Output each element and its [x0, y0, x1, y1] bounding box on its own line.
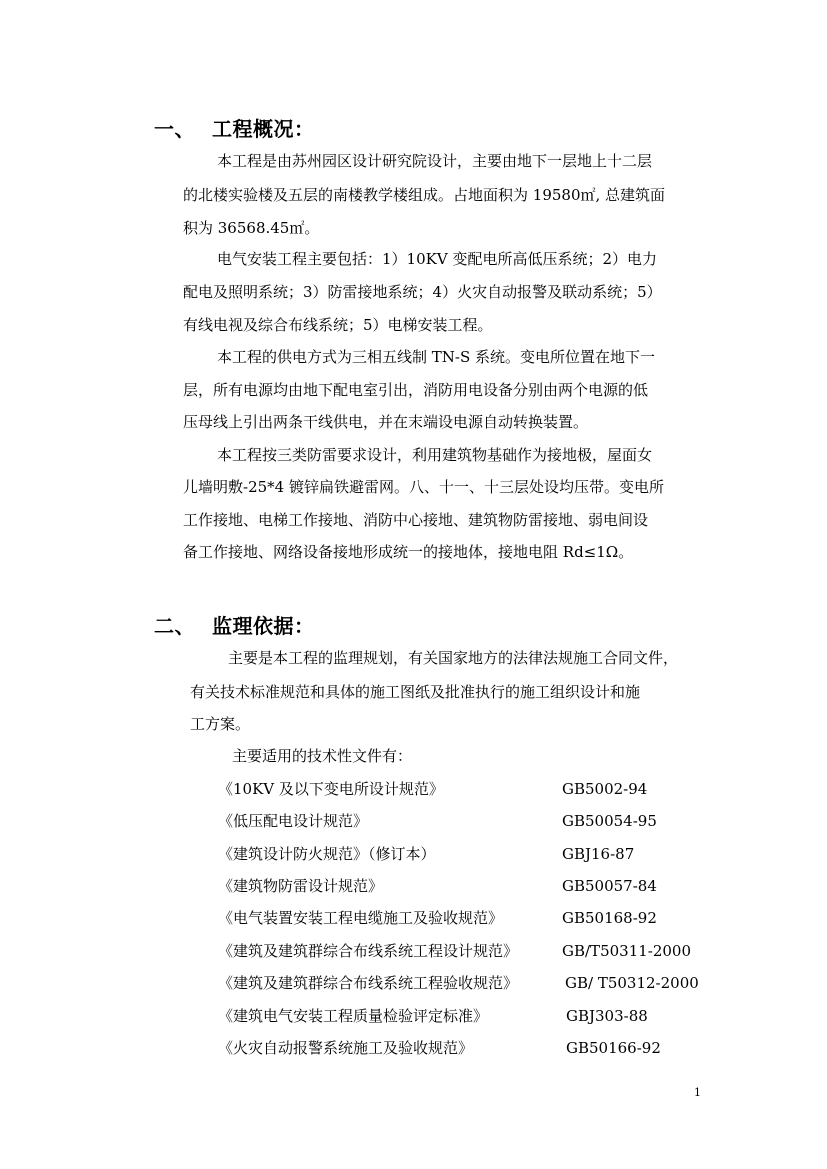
standard-name: 《10KV 及以下变电所设计规范》 [218, 780, 444, 798]
section-heading-1 [154, 113, 315, 142]
standard-code: GB50057-84 [562, 877, 657, 895]
standard-name: 《火灾自动报警系统施工及验收规范》 [218, 1039, 474, 1057]
standard-code: GB/T50311-2000 [562, 942, 692, 960]
standard-name: 《电气装置安装工程电缆施工及验收规范》 [218, 909, 504, 927]
standard-code: GB50166-92 [566, 1039, 661, 1057]
paragraph-line: 积为 36568.45㎡。 [183, 219, 320, 237]
paragraph-line: 层，所有电源均由地下配电室引出，消防用电设备分别由两个电源的低 [183, 381, 649, 399]
standard-code: GBJ303-88 [566, 1007, 648, 1025]
section-title: 监理依据： [212, 614, 315, 638]
paragraph-line: 的北楼实验楼及五层的南楼教学楼组成。占地面积为 19580㎡, 总建筑面 [183, 186, 666, 204]
standard-name: 《建筑及建筑群综合布线系统工程验收规范》 [218, 974, 519, 992]
page-number: 1 [694, 1086, 701, 1099]
section-heading-2 [154, 610, 315, 639]
paragraph-line: 工方案。 [190, 715, 251, 733]
paragraph-line: 主要适用的技术性文件有： [232, 747, 413, 765]
paragraph-line: 备工作接地、网络设备接地形成统一的接地体，接地电阻 Rd≤1Ω。 [183, 543, 634, 561]
standard-code: GB5002-94 [562, 780, 648, 798]
standard-name: 《建筑电气安装工程质量检验评定标准》 [218, 1007, 489, 1025]
standard-name: 《低压配电设计规范》 [218, 812, 369, 830]
paragraph-line: 本工程按三类防雷要求设计，利用建筑物基础作为接地极，屋面女 [217, 446, 653, 464]
standard-name: 《建筑设计防火规范》（修订本） [218, 845, 436, 863]
standard-code: GB50168-92 [562, 909, 657, 927]
paragraph-line: 主要是本工程的监理规划，有关国家地方的法律法规施工合同文件， [228, 649, 679, 667]
paragraph-line: 配电及照明系统；3）防雷接地系统；4）火灾自动报警及联动系统；5） [183, 283, 662, 301]
section-number: 一、 [154, 117, 195, 141]
section-title: 工程概况： [212, 117, 315, 141]
standard-code: GB/ T50312-2000 [565, 974, 699, 992]
paragraph-line: 工作接地、电梯工作接地、消防中心接地、建筑物防雷接地、弱电间设 [183, 511, 649, 529]
paragraph-line: 压母线上引出两条干线供电，并在末端设电源自动转换装置。 [183, 413, 589, 431]
standard-name: 《建筑物防雷设计规范》 [218, 877, 384, 895]
paragraph-line: 本工程是由苏州园区设计研究院设计，主要由地下一层地上十二层 [217, 152, 653, 170]
paragraph-line: 有线电视及综合布线系统；5）电梯安装工程。 [183, 316, 493, 334]
paragraph-line: 本工程的供电方式为三相五线制 TN-S 系统。变电所位置在地下一 [217, 348, 656, 366]
paragraph-line: 电气安装工程主要包括：1）10KV 变配电所高低压系统；2）电力 [217, 250, 657, 268]
standard-code: GB50054-95 [562, 812, 657, 830]
standard-code: GBJ16-87 [562, 845, 635, 863]
standard-name: 《建筑及建筑群综合布线系统工程设计规范》 [218, 942, 519, 960]
paragraph-line: 儿墙明敷-25*4 镀锌扁铁避雷网。八、十一、十三层处设均压带。变电所 [183, 478, 664, 496]
section-number: 二、 [154, 614, 195, 638]
paragraph-line: 有关技术标准规范和具体的施工图纸及批准执行的施工组织设计和施 [190, 683, 641, 701]
